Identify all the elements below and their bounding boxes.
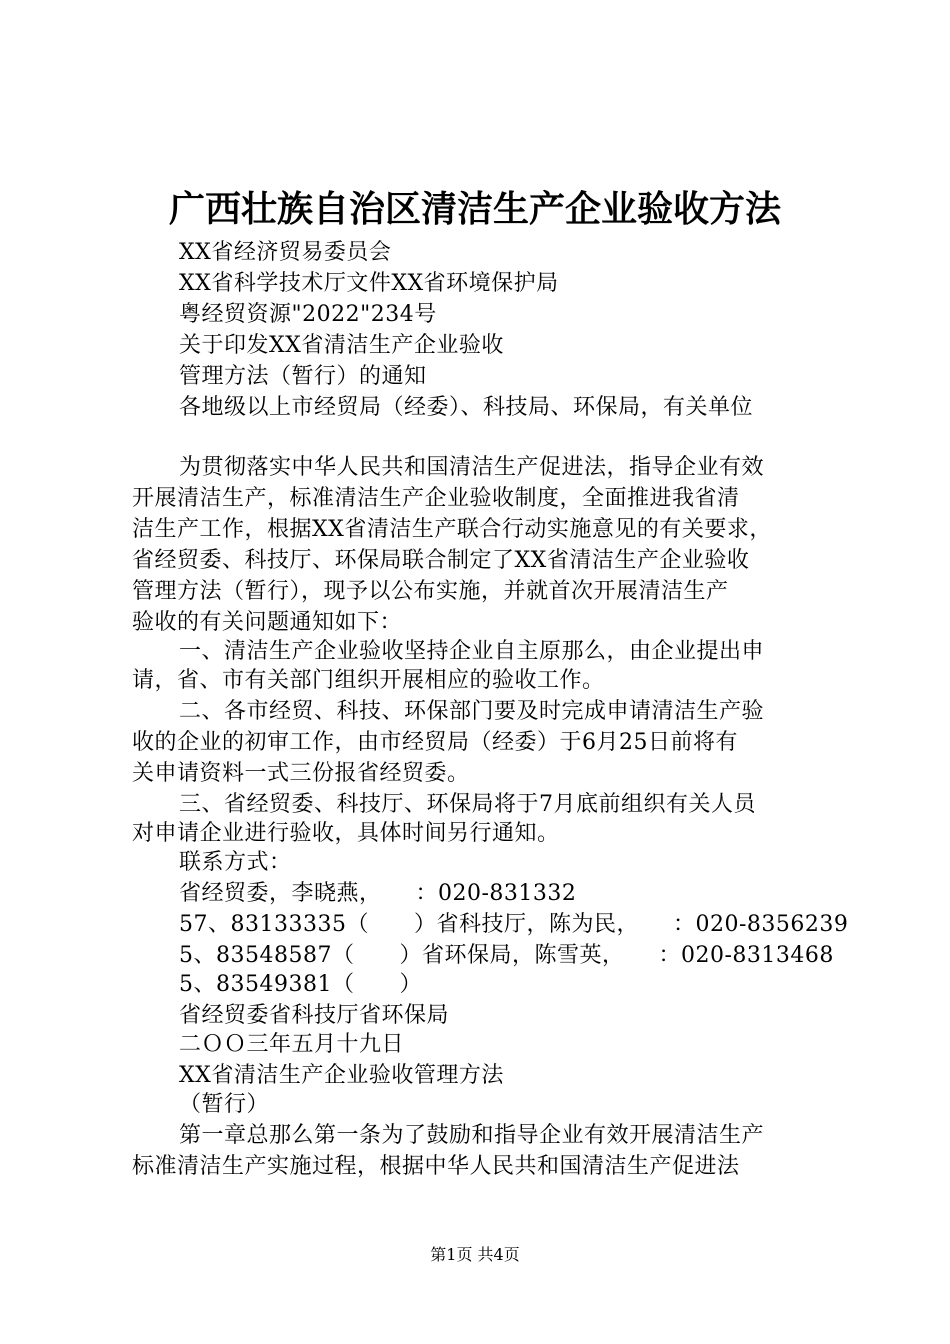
body-line: 为贯彻落实中华人民共和国清洁生产促进法，指导企业有效: [179, 455, 765, 480]
body-line: 请，省、市有关部门组织开展相应的验收工作。: [132, 668, 605, 693]
body-line: 二、各市经贸、科技、环保部门要及时完成申请清洁生产验: [179, 699, 765, 724]
body-line: 洁生产工作，根据XX省清洁生产联合行动实施意见的有关要求，: [132, 517, 772, 542]
header-line: 关于印发XX省清洁生产企业验收: [179, 333, 504, 358]
body-line: 收的企业的初审工作，由市经贸局（经委）于6月25日前将有: [132, 730, 738, 755]
header-line: XX省科学技术厅文件XX省环境保护局: [179, 271, 559, 296]
contact-line: 省经贸委，李晓燕， ：020-831332: [179, 881, 577, 906]
body-line: 联系方式：: [179, 850, 292, 875]
body-line: 对申请企业进行验收，具体时间另行通知。: [132, 821, 560, 846]
date-line: 二ＯＯ三年五月十九日: [179, 1032, 405, 1057]
header-line: XX省经济贸易委员会: [179, 240, 392, 265]
body-line: 一、清洁生产企业验收坚持企业自主原那么，由企业提出申: [179, 639, 765, 664]
signature-line: 省经贸委省科技厅省环保局: [179, 1003, 450, 1028]
body-line: 开展清洁生产，标准清洁生产企业验收制度，全面推进我省清: [132, 486, 740, 511]
header-line: 各地级以上市经贸局（经委）、科技局、环保局，有关单位: [179, 395, 754, 420]
section-subtitle: （暂行）: [179, 1092, 270, 1117]
body-line: 关申请资料一式三份报省经贸委。: [132, 761, 470, 786]
contact-line: 5、83549381（ ）: [179, 972, 422, 997]
contact-line: 5、83548587（ ）省环保局，陈雪英， ：020-8313468: [179, 943, 834, 968]
body-line: 省经贸委、科技厅、环保局联合制定了XX省清洁生产企业验收: [132, 548, 750, 573]
page-number: 第1页 共4页: [430, 1245, 520, 1264]
body-line: 三、省经贸委、科技厅、环保局将于7月底前组织有关人员: [179, 792, 756, 817]
document-title: 广西壮族自治区清洁生产企业验收方法: [168, 188, 781, 230]
body-line: 验收的有关问题通知如下：: [132, 610, 403, 635]
body-line: 标准清洁生产实施过程，根据中华人民共和国清洁生产促进法: [132, 1154, 740, 1179]
body-line: 第一章总那么第一条为了鼓励和指导企业有效开展清洁生产: [179, 1123, 765, 1148]
contact-line: 57、83133335（ ）省科技厅，陈为民， ：020-8356239: [179, 912, 849, 937]
header-line: 管理方法（暂行）的通知: [179, 364, 427, 389]
body-line: 管理方法（暂行），现予以公布实施，并就首次开展清洁生产: [132, 579, 729, 604]
header-line: 粤经贸资源"2022"234号: [179, 302, 437, 327]
section-title: XX省清洁生产企业验收管理方法: [179, 1063, 504, 1088]
